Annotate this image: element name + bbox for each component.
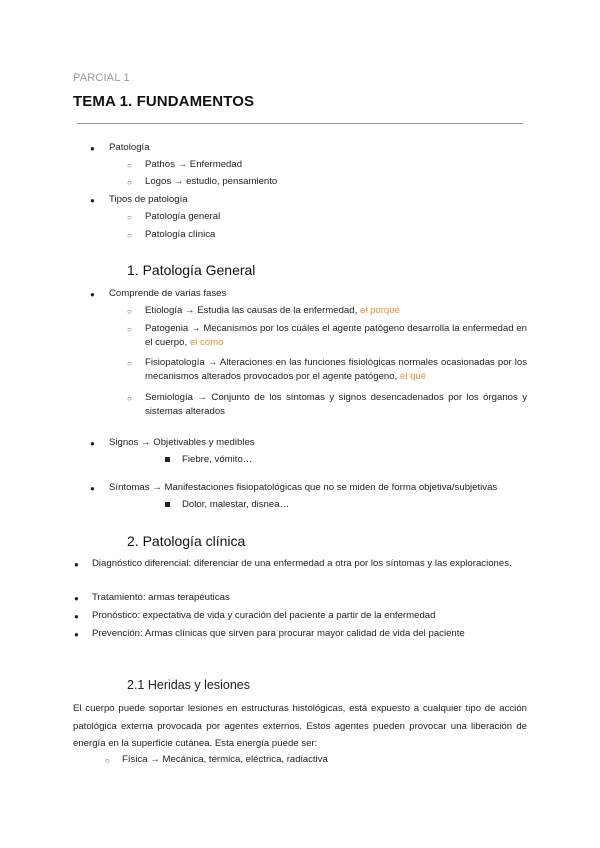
bullet-disc-icon: ● [90,196,95,205]
bullet-circle-icon: ○ [127,231,132,240]
term-definition: Fisiopatología → Alteraciones en las funciones fisiológicas normales ocasionadas por los mecanismos alterados provocados por el agente patógeno, [145,357,527,382]
bullet-square-icon [165,457,170,462]
list-item: Signos → Objetivables y medibles [109,437,255,448]
list-item: Síntomas → Manifestaciones fisiopatológicas que no se miden de forma objetiva/subjetivas [109,482,498,493]
term-definition: Etiología → Estudia las causas de la enfermedad, [145,305,358,316]
bullet-disc-icon: ● [90,439,95,448]
highlight-text: el porqué [359,305,400,316]
bullet-disc-icon: ● [74,560,79,569]
list-item [145,322,527,350]
bullet-circle-icon: ○ [127,307,132,316]
list-item: Comprende de varias fases [109,288,227,299]
body-paragraph: El cuerpo puede soportar lesiones en estructuras histológicas, está expuesto a cualquier tipo de acción patológica externa provocada por agentes externos. Estos agentes pueden provocar una liberación de energía en la superficie cutánea. Esta energía puede ser: [73,703,527,749]
list-item: Pronóstico: expectativa de vida y curación del paciente a partir de la enfermedad [92,610,436,621]
section-label: PARCIAL 1 [73,72,130,84]
bullet-circle-icon: ○ [127,394,132,403]
list-item: Tipos de patología [109,194,188,205]
subsection-heading: 2.1 Heridas y lesiones [127,678,250,692]
bullet-circle-icon: ○ [127,213,132,222]
section-heading: 2. Patología clínica [127,533,246,549]
bullet-circle-icon: ○ [127,178,132,187]
list-item: Patología [109,142,150,153]
title-divider [77,123,523,124]
term-definition: Patogenia → Mecanismos por los cuáles el agente patógeno desarrolla la enfermedad en el cuerpo, [145,323,527,348]
bullet-disc-icon: ● [74,594,79,603]
list-item: Patología general [145,211,221,222]
list-item: Patología clínica [145,229,216,240]
list-item: Dolor, malestar, disnea… [182,499,290,510]
bullet-square-icon [165,502,170,507]
highlight-text: el qué [399,371,427,382]
section-heading: 1. Patología General [127,262,256,278]
list-item [145,356,527,384]
list-item: Logos → estudio, pensamiento [145,176,278,187]
bullet-circle-icon: ○ [127,359,132,368]
bullet-disc-icon: ● [90,144,95,153]
highlight-text: el cómo [189,337,224,348]
bullet-circle-icon: ○ [105,756,110,765]
list-item: Diagnóstico diferencial: diferenciar de una enfermedad a otra por los síntomas y las exploraciones. [92,558,512,569]
bullet-circle-icon: ○ [127,161,132,170]
list-item: Fiebre, vómito… [182,454,253,465]
bullet-circle-icon: ○ [127,325,132,334]
bullet-disc-icon: ● [90,484,95,493]
bullet-disc-icon: ● [90,290,95,299]
bullet-disc-icon: ● [74,630,79,639]
page-title: TEMA 1. FUNDAMENTOS [73,93,255,110]
list-item: Física → Mecánica, térmica, eléctrica, radiactiva [122,754,328,765]
list-item: Tratamiento: armas terapéuticas [92,592,230,603]
list-item: Pathos → Enfermedad [145,159,243,170]
bullet-disc-icon: ● [74,612,79,621]
list-item: Semiología → Conjunto de los síntomas y signos desencadenados por los órganos y sistemas alterados [145,392,527,417]
list-item: Prevención: Armas clínicas que sirven para procurar mayor calidad de vida del paciente [92,628,465,639]
list-item [145,304,400,318]
